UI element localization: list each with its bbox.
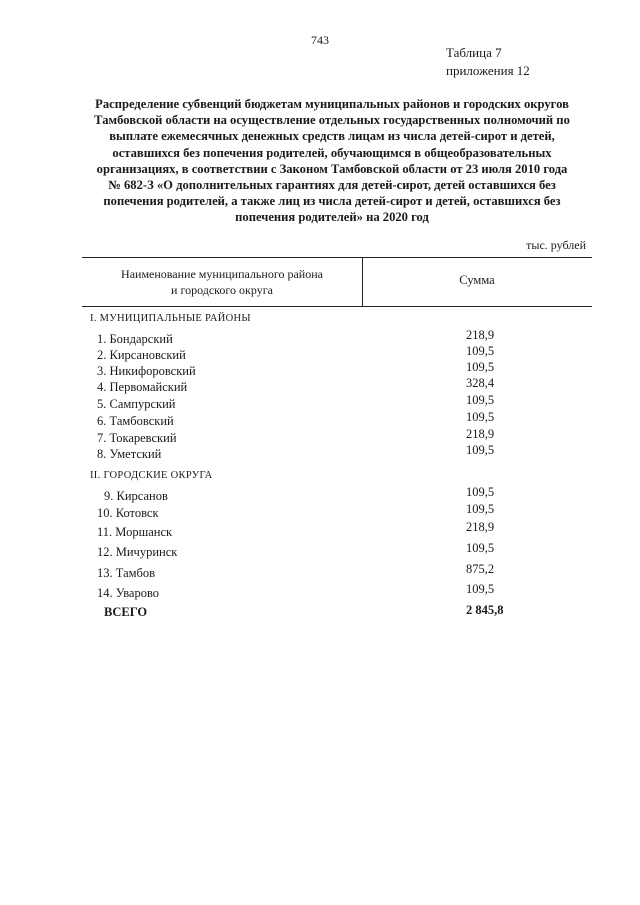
table-header-border xyxy=(82,306,592,307)
title-line: выплате ежемесячных денежных средств лицам из числа детей-сирот и детей, xyxy=(109,129,555,144)
header-name-line2: и городского округа xyxy=(171,283,273,297)
total-value: 2 845,8 xyxy=(466,603,504,617)
table-row-value: 109,5 xyxy=(466,393,495,407)
header-sum-column: Сумма xyxy=(459,273,495,287)
table-row-name: 12. Мичуринск xyxy=(97,545,178,559)
table-row-name: 13. Тамбов xyxy=(97,566,156,580)
table-row-value: 109,5 xyxy=(466,485,495,499)
table-row-name: 6. Тамбовский xyxy=(97,414,174,428)
table-row-value: 109,5 xyxy=(466,502,495,516)
table-row-name: 3. Никифоровский xyxy=(97,364,196,378)
title-line: оставшихся без попечения родителей, обучающимся в общеобразовательных xyxy=(112,145,552,160)
table-row-name: 10. Котовск xyxy=(97,506,159,520)
title-line: № 682-З «О дополнительных гарантиях для детей-сирот, детей оставшихся без xyxy=(108,178,556,193)
units-label: тыс. рублей xyxy=(526,238,586,252)
title-line: попечения родителей, а также лиц из числа детей-сирот и детей, оставшихся без xyxy=(103,194,561,209)
title-line: Распределение субвенций бюджетам муниципальных районов и городских округов xyxy=(95,97,569,111)
document-title xyxy=(82,96,582,226)
table-row-name: 7. Токаревский xyxy=(97,431,177,445)
table-top-border xyxy=(82,257,592,258)
table-row-name: 11. Моршанск xyxy=(97,525,173,539)
table-row-name: 5. Сампурский xyxy=(97,397,176,411)
table-row-value: 875,2 xyxy=(466,562,495,576)
table-row-value: 218,9 xyxy=(466,328,495,342)
header-name-line1: Наименование муниципального района xyxy=(121,267,323,281)
table-row-value: 218,9 xyxy=(466,427,495,441)
table-row-value: 328,4 xyxy=(466,376,495,390)
table-row-name: 8. Уметский xyxy=(97,447,162,461)
table-row-name: 1. Бондарский xyxy=(97,332,173,346)
section-label-cities: II. ГОРОДСКИЕ ОКРУГА xyxy=(90,470,213,481)
title-line: попечения родителей» на 2020 год xyxy=(235,210,429,225)
table-row-value: 109,5 xyxy=(466,360,495,374)
table-row-value: 109,5 xyxy=(466,410,495,424)
table-reference-line2: приложения 12 xyxy=(446,63,530,78)
page-number: 743 xyxy=(311,33,329,47)
header-name-column xyxy=(82,266,362,298)
title-line: Тамбовской области на осуществление отдельных государственных полномочий по xyxy=(94,113,570,128)
table-row-name: 2. Кирсановский xyxy=(97,348,186,362)
table-row-value: 109,5 xyxy=(466,582,495,596)
table-reference-line1: Таблица 7 xyxy=(446,45,502,60)
total-label: ВСЕГО xyxy=(104,605,148,619)
table-row-name: 9. Кирсанов xyxy=(104,489,168,503)
title-line: организациях, в соответствии с Законом Тамбовской области от 23 июля 2010 года xyxy=(96,161,568,176)
table-reference xyxy=(446,44,530,80)
table-row-name: 4. Первомайский xyxy=(97,380,188,394)
table-row-name: 14. Уварово xyxy=(97,586,160,600)
section-label-districts: I. МУНИЦИПАЛЬНЫЕ РАЙОНЫ xyxy=(90,313,251,324)
table-row-value: 109,5 xyxy=(466,541,495,555)
table-row-value: 109,5 xyxy=(466,443,495,457)
table-row-value: 109,5 xyxy=(466,344,495,358)
table-row-value: 218,9 xyxy=(466,520,495,534)
